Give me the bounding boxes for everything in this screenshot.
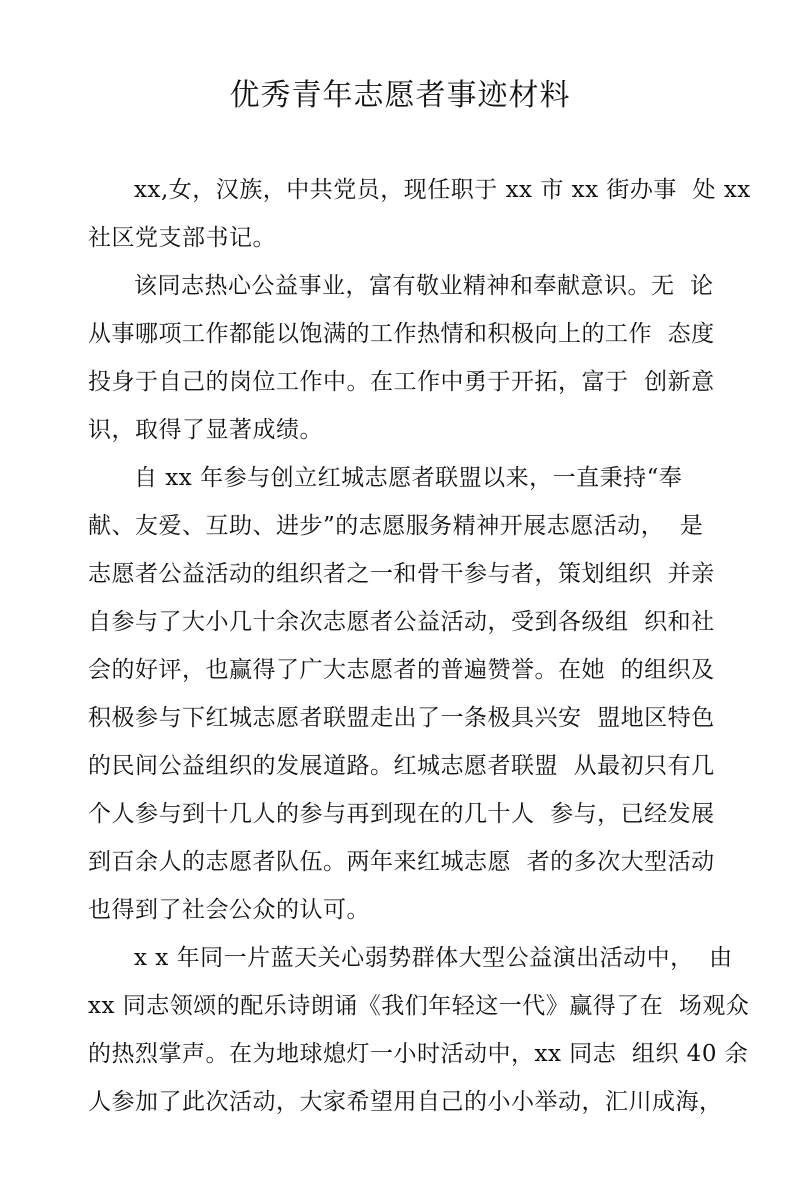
paragraph-line: 投身于自己的岗位工作中。在工作中勇于开拓，富于 创新意 bbox=[88, 369, 715, 395]
paragraph-line: 积极参与下红城志愿者联盟走出了一条极具兴安 盟地区特色 bbox=[88, 705, 715, 731]
paragraph-line: 自参与了大小几十余次志愿者公益活动，受到各级组 织和社 bbox=[88, 609, 715, 635]
paragraph-line: 社区党支部书记。 bbox=[88, 225, 276, 251]
paragraph-line: 个人参与到十几人的参与再到现在的几十人 参与，已经发展 bbox=[88, 801, 715, 827]
document-title: 优秀青年志愿者事迹材料 bbox=[229, 78, 571, 113]
paragraph-line: 献、友爱、互助、进步”的志愿服务精神开展志愿活动， 是 bbox=[88, 513, 704, 539]
paragraph-line: 该同志热心公益事业，富有敬业精神和奉献意识。无 论 bbox=[134, 273, 714, 299]
paragraph-line: 的热烈掌声。在为地球熄灯一小时活动中，xx 同志 组织 40 余 bbox=[88, 1041, 749, 1067]
paragraph-line: 到百余人的志愿者队伍。两年来红城志愿 者的多次大型活动 bbox=[88, 849, 715, 875]
paragraph-line: 志愿者公益活动的组织者之一和骨干参与者，策划组织 并亲 bbox=[88, 561, 715, 587]
paragraph-line: 识，取得了显著成绩。 bbox=[88, 417, 323, 443]
paragraph-line: 人参加了此次活动，大家希望用自己的小小举动，汇川成海， bbox=[88, 1089, 723, 1115]
paragraph-line: x x 年同一片蓝天关心弱势群体大型公益演出活动中， 由 bbox=[134, 945, 733, 971]
paragraph-line: 从事哪项工作都能以饱满的工作热情和积极向上的工作 态度 bbox=[88, 321, 715, 347]
paragraph-line: 的民间公益组织的发展道路。红城志愿者联盟 从最初只有几 bbox=[88, 753, 715, 779]
paragraph-line: xx,女，汉族，中共党员，现任职于 xx 市 xx 街办事 处 xx bbox=[134, 177, 751, 203]
paragraph-line: 自 xx 年参与创立红城志愿者联盟以来，一直秉持“奉 bbox=[134, 465, 683, 491]
paragraph-line: xx 同志领颂的配乐诗朗诵《我们年轻这一代》赢得了在 场观众 bbox=[88, 993, 750, 1019]
paragraph-line: 也得到了社会公众的认可。 bbox=[88, 897, 370, 923]
paragraph-line: 会的好评，也赢得了广大志愿者的普遍赞誉。在她 的组织及 bbox=[88, 657, 715, 683]
